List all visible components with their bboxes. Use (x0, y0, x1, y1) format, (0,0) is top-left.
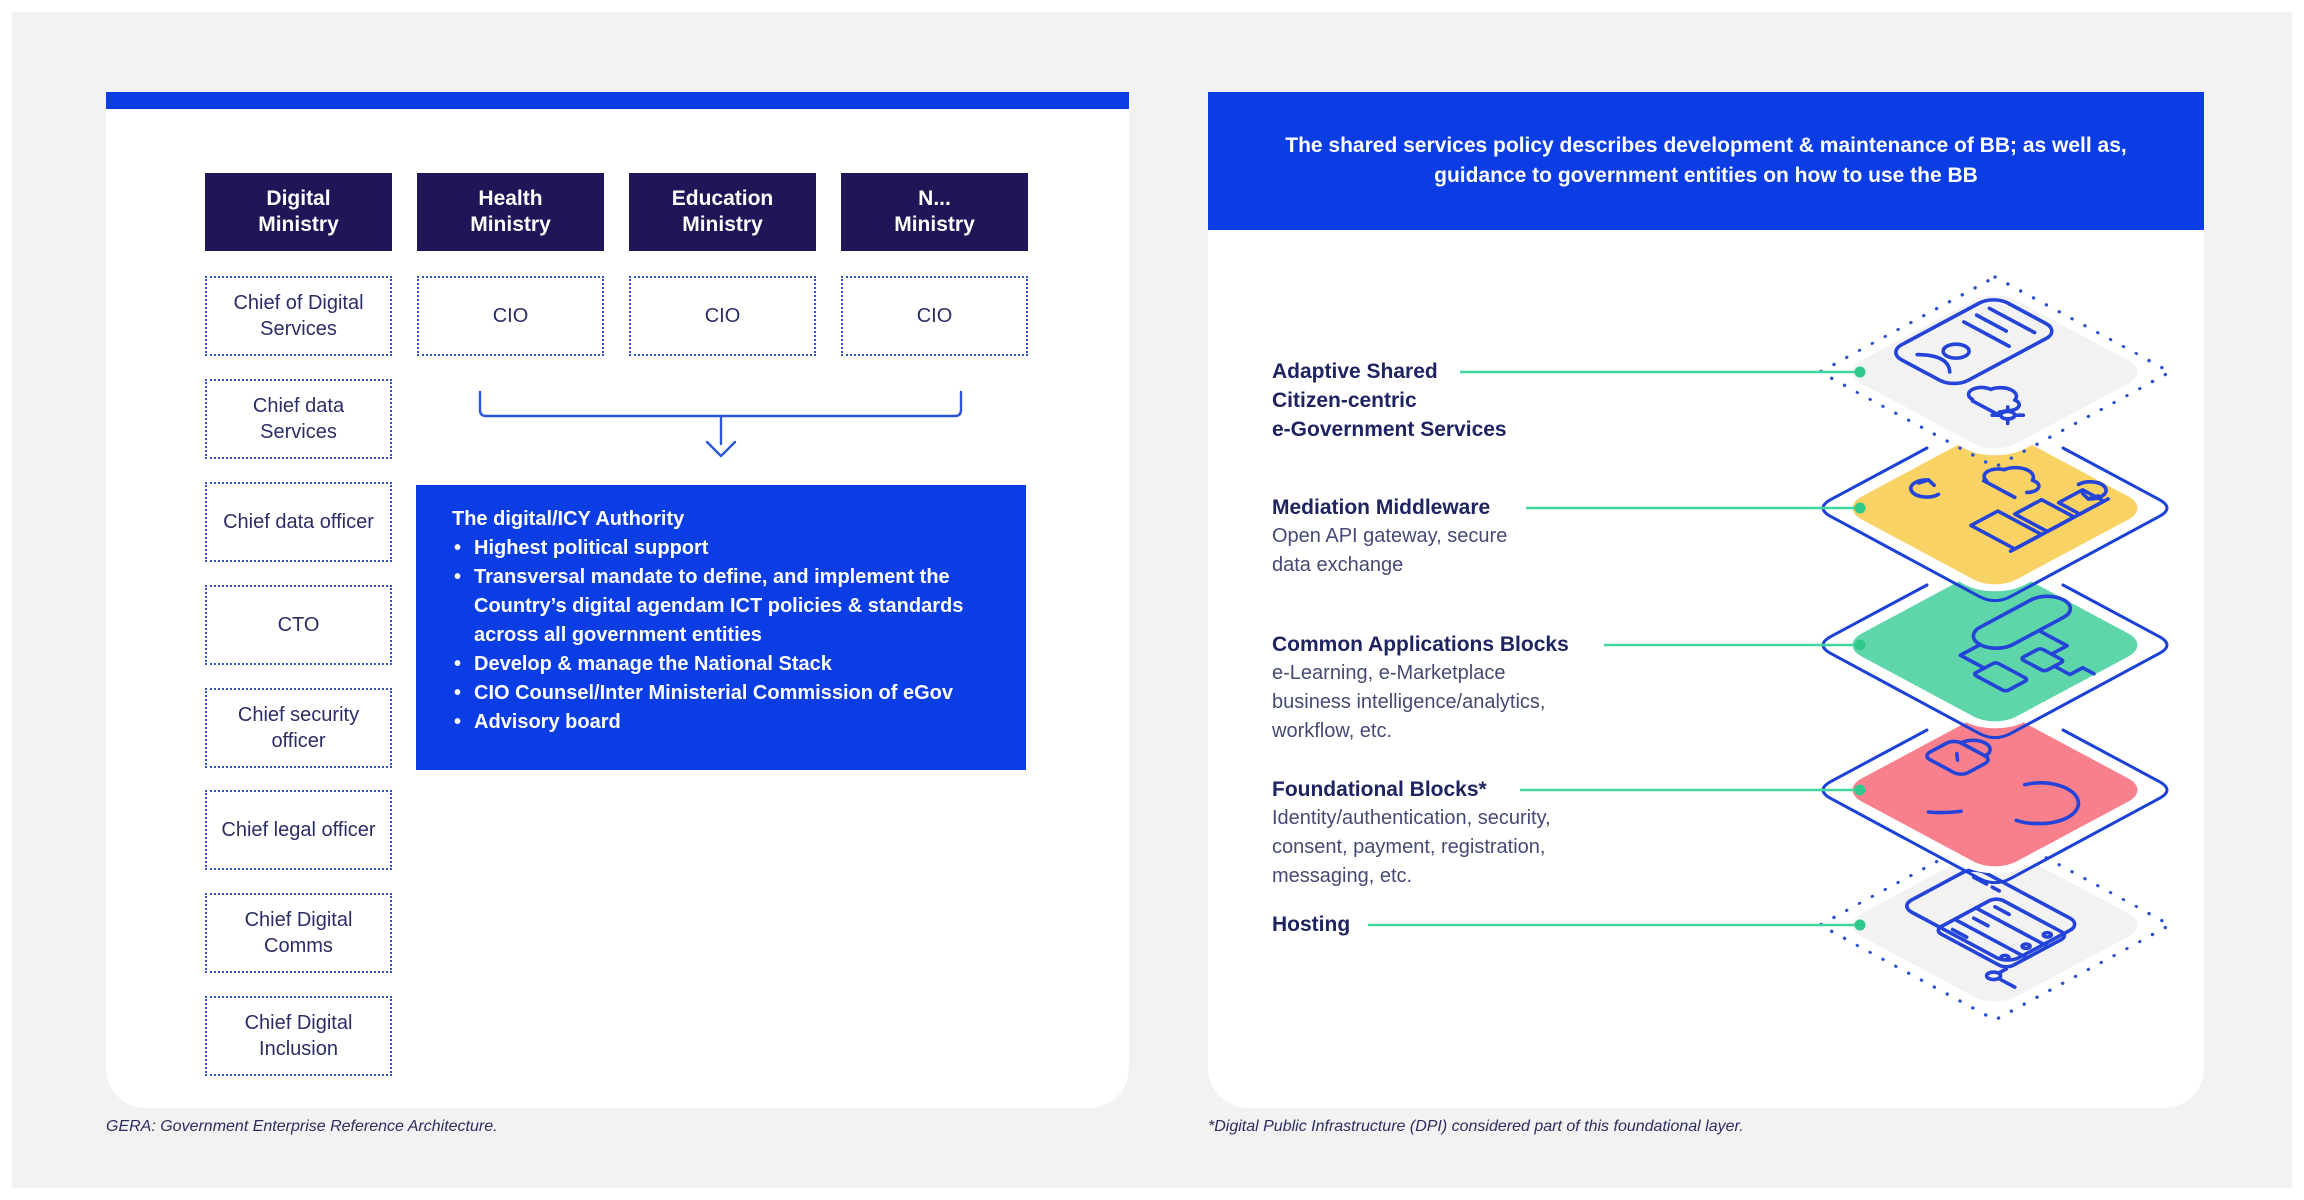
role-label: Chief Digital Comms (244, 909, 353, 957)
authority-bullet: • CIO Counsel/Inter Ministerial Commission of eGov (452, 679, 972, 708)
role-box-cio-health (417, 276, 604, 356)
authority-title: The digital/ICY Authority (452, 508, 685, 530)
ministry-label-line: Education (671, 187, 774, 210)
building-blocks-stack (1208, 92, 2204, 1108)
ministry-box-digital (205, 173, 392, 251)
role-label: Chief of Digital Services (233, 292, 364, 340)
role-box-chief-data-officer (205, 482, 392, 562)
layer-egov-services (1820, 277, 2170, 467)
role-box-cio-n (841, 276, 1028, 356)
layer-fill (1840, 707, 2150, 873)
role-label: CTO (277, 614, 320, 636)
authority-bullet-list (452, 534, 972, 737)
header-line: The shared services policy describes development & maintenance of BB; as well as, (1285, 134, 2127, 157)
role-label: CIO (704, 305, 741, 327)
ministry-label-line: N... (918, 187, 951, 210)
role-label: Chief data Services (252, 395, 345, 443)
layer-desc-line: data exchange (1272, 554, 1404, 576)
layer-desc-line: workflow, etc. (1272, 720, 1393, 742)
layer-fill (1840, 289, 2150, 455)
label-mediation-middleware (1272, 493, 1507, 580)
left-footnote: GERA: Government Enterprise Reference Architecture. (106, 1118, 498, 1135)
role-box-chief-digital-comms (205, 893, 392, 973)
ministry-label-line: Health (478, 187, 543, 210)
role-label: CIO (492, 305, 529, 327)
layer-title-line: Adaptive Shared (1272, 360, 1438, 383)
layer-desc-line: consent, payment, registration, (1272, 836, 1546, 858)
ministry-box-health (417, 173, 604, 251)
role-box-chief-security-officer (205, 688, 392, 768)
role-label: Chief legal officer (221, 819, 376, 841)
connector-dot (1855, 785, 1866, 796)
authority-bullet: • Develop & manage the National Stack (452, 650, 972, 679)
layer-title-line: Foundational Blocks* (1272, 778, 1487, 801)
role-box-chief-data-services (205, 379, 392, 459)
digital-authority-box (416, 485, 1026, 770)
layer-desc-line: Open API gateway, secure (1272, 525, 1508, 547)
ministry-label-line: Ministry (258, 213, 339, 236)
layer-title-line: Hosting (1272, 913, 1351, 936)
role-label: Chief data officer (223, 511, 374, 533)
down-arrow-icon (707, 442, 735, 456)
connector-dot (1855, 920, 1866, 931)
governance-org-panel (106, 92, 1129, 1108)
role-box-cto (205, 585, 392, 665)
layer-desc-line: e-Learning, e-Marketplace (1272, 662, 1506, 684)
left-panel-accent-bar (106, 92, 1129, 109)
label-common-applications (1272, 630, 1569, 746)
layer-title-line: e-Government Services (1272, 418, 1507, 441)
connector-dots (1855, 367, 1866, 931)
ministry-box-n (841, 173, 1028, 251)
label-egov-services (1272, 357, 1507, 444)
role-label: Chief security officer (237, 704, 360, 752)
layer-title-line: Citizen-centric (1272, 389, 1417, 412)
layer-foundational-blocks (1823, 707, 2167, 883)
shared-services-panel (1208, 92, 2204, 1108)
authority-bullet: • Advisory board (452, 708, 972, 737)
authority-bullet: • Highest political support (452, 534, 972, 563)
ministry-label-line: Ministry (894, 213, 975, 236)
authority-bullet: • Transversal mandate to define, and implement the Country’s digital agendam ICT policies & standards across all government entities (452, 563, 972, 650)
header-line: guidance to government entities on how to use the BB (1434, 164, 1978, 187)
bracket-line (480, 392, 961, 416)
connector-dot (1855, 503, 1866, 514)
connector-dot (1855, 640, 1866, 651)
layer-desc-line: messaging, etc. (1272, 865, 1413, 887)
role-box-chief-digital-inclusion (205, 996, 392, 1076)
role-label: CIO (916, 305, 953, 327)
layer-title-line: Mediation Middleware (1272, 496, 1491, 519)
label-foundational-blocks (1272, 775, 1551, 891)
layer-desc-line: Identity/authentication, security, (1272, 807, 1551, 829)
role-box-cio-education (629, 276, 816, 356)
ministry-label-line: Digital (266, 187, 331, 210)
role-box-chief-of-digital-services (205, 276, 392, 356)
ministry-label-line: Ministry (682, 213, 763, 236)
connector-dot (1855, 367, 1866, 378)
label-hosting (1272, 910, 1350, 939)
right-footnote: *Digital Public Infrastructure (DPI) considered part of this foundational layer. (1208, 1118, 1744, 1135)
role-box-chief-legal-officer (205, 790, 392, 870)
layer-desc-line: business intelligence/analytics, (1272, 691, 1546, 713)
ministry-label-line: Ministry (470, 213, 551, 236)
role-label: Chief Digital Inclusion (244, 1012, 353, 1060)
ministry-box-education (629, 173, 816, 251)
layer-title-line: Common Applications Blocks (1272, 633, 1569, 656)
